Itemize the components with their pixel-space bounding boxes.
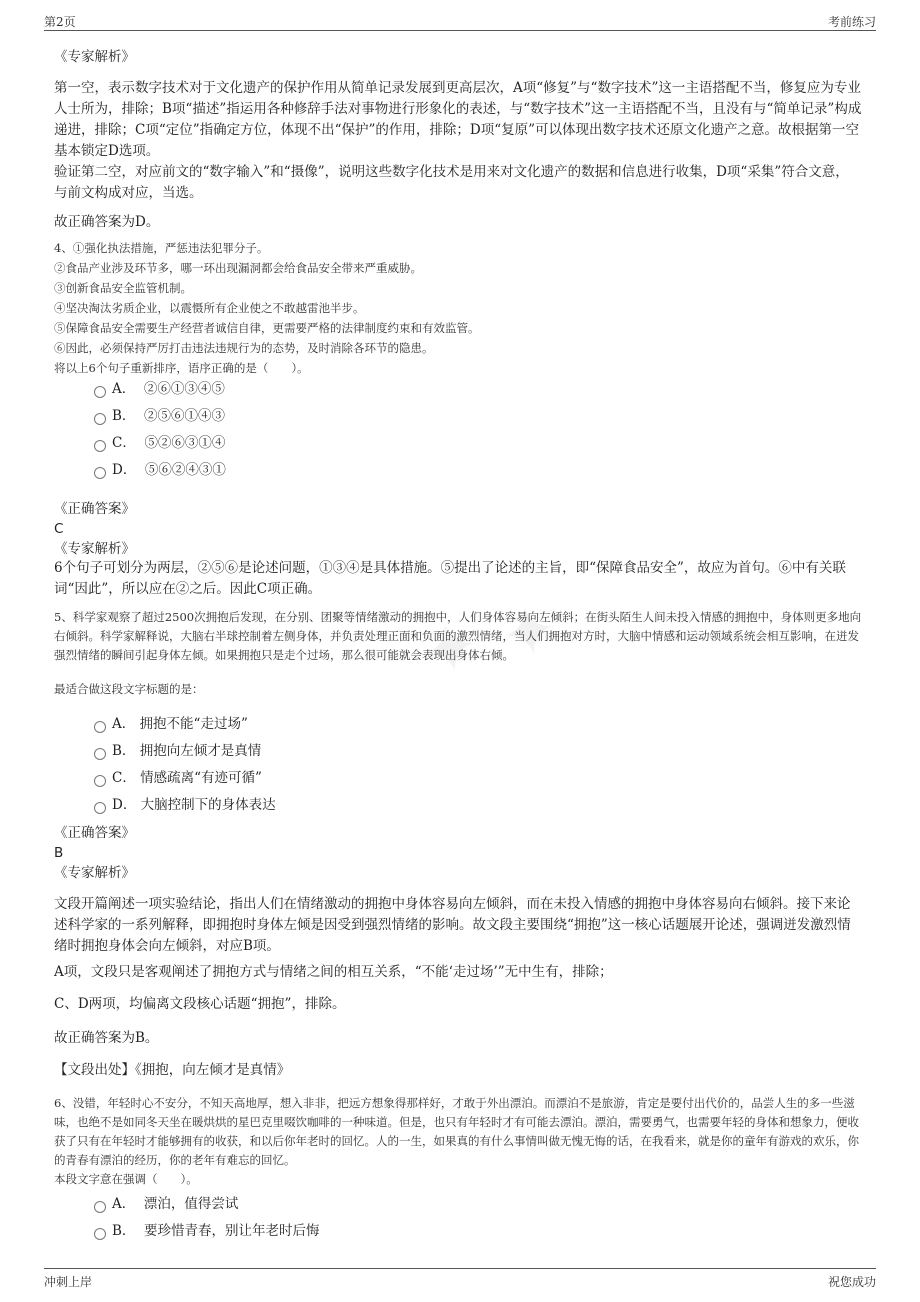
q4-answer-label: 《正确答案》 (54, 501, 135, 517)
radio-icon[interactable] (94, 721, 106, 733)
q5-passage: 5、科学家观察了超过2500次拥抱后发现，在分别、团聚等情绪激动的拥抱中，人们身体容易向左倾斜；在街头陌生人间未投入情感的拥抱中，身体则更多地向右倾斜。科学家解释说，大脑右半球控制着左侧身体，并负责处理正面和负面的激烈情绪，当人们拥抱对方时，大脑中情感和运动领域系统会相互影响，在迸发强烈情绪的瞬间引起身体左倾。如果拥抱只是走个过场，那么很可能就会表现出身体右倾。 (54, 610, 862, 662)
q5-question: 最适合做这段文字标题的是： (54, 682, 204, 696)
q4-option-c[interactable]: C． ⑤②⑥③①④ (54, 430, 454, 457)
radio-icon[interactable] (94, 413, 106, 425)
q5-answer: B (54, 845, 64, 861)
q4-option-b[interactable]: B． ②⑤⑥①④③ (54, 403, 454, 430)
q5-option-b[interactable]: B． 拥抱向左倾才是真情 (54, 738, 454, 765)
q5-answer-text: 故正确答案为B。 (54, 1030, 159, 1046)
q3-answer-text: 故正确答案为D。 (54, 214, 160, 230)
q5-answer-label: 《正确答案》 (54, 825, 135, 841)
header-title: 考前练习 (827, 15, 876, 29)
radio-icon[interactable] (94, 802, 106, 814)
page-number: 第2页 (44, 15, 76, 29)
q4-line: ⑥因此，必须保持严厉打击违法违规行为的态势，及时消除各环节的隐患。 (54, 341, 434, 355)
radio-icon[interactable] (94, 440, 106, 452)
q3-analysis-p2: 验证第二空，对应前文的“数字输入”和“摄像”，说明这些数字化技术是用来对文化遗产的数据和信息进行收集，D项“采集”符合文意，与前文构成对应，当选。 (54, 164, 849, 201)
footer-left: 冲刺上岸 (44, 1275, 93, 1289)
q6-option-b[interactable]: B． 要珍惜青春，别让年老时后悔 (54, 1218, 454, 1245)
q4-line: ⑤保障食品安全需要生产经营者诚信自律，更需要严格的法律制度约束和有效监管。 (54, 321, 480, 335)
q4-line: ④坚决淘汰劣质企业，以震慑所有企业使之不敢越雷池半步。 (54, 301, 365, 315)
q4-line: ③创新食品安全监管机制。 (54, 281, 192, 295)
q4-analysis: 6个句子可划分为两层，②⑤⑥是论述问题，①③④是具体措施。⑤提出了论述的主旨，即“保障食品安全”，故应为首句。⑥中有关联词“因此”，所以应在②之后。因此C项正确。 (54, 560, 846, 597)
q6-passage: 6、没错，年轻时心不安分，不知天高地厚，想入非非，把远方想象得那样好，才敢于外出漂泊。而漂泊不是旅游，肯定是要付出代价的，品尝人生的多一些滋味，也绝不是如同冬天坐在暖烘烘的星巴克里啜饮咖啡的一种味道。但是，也只有年轻时才有可能去漂泊。漂泊，需要勇气，也需要年轻的身体和想象力，便收获了只有在年轻时才能够拥有的收获，和以后你年老时的回忆。人的一生，如果真的有什么事情叫做无愧无悔的话，在我看来，就是你的童年有游戏的欢乐，你的青春有漂泊的经历，你的老年有难忘的回忆。 (54, 1096, 859, 1167)
watermark: ✦ ✦ (413, 586, 567, 696)
q4-option-d[interactable]: D． ⑤⑥②④③① (54, 457, 454, 484)
q4-answer: C (54, 521, 64, 537)
radio-icon[interactable] (94, 386, 106, 398)
q4-question: 将以上6个句子重新排序，语序正确的是（ ）。 (54, 361, 309, 375)
q5-option-d[interactable]: D． 大脑控制下的身体表达 (54, 792, 454, 819)
page-header (44, 10, 876, 31)
q4-option-a[interactable]: A． ②⑥①③④⑤ (54, 376, 454, 403)
q5-option-c[interactable]: C． 情感疏离“有迹可循” (54, 765, 454, 792)
footer-right: 祝您成功 (827, 1275, 876, 1289)
q3-analysis-p1: 第一空，表示数字技术对于文化遗产的保护作用从简单记录发展到更高层次，A项“修复”与“数字技术”这一主语搭配不当，修复应为专业人士所为，排除；B项“描述”指运用各种修辞手法对事物进行形象化的表述，与“数字技术”这一主语搭配不当，且没有与“简单记录”构成递进，排除；C项“定位”指确定方位，体现不出“保护”的作用，排除；D项“复原”可以体现出数字技术还原文化遗产之意。故根据第一空基本锁定D选项。 (54, 80, 862, 159)
q5-analysis-p3: C、D两项，均偏离文段核心话题“拥抱”，排除。 (54, 996, 346, 1012)
q5-analysis-p2: A项，文段只是客观阐述了拥抱方式与情绪之间的相互关系，“不能‘走过场’”无中生有，排除； (54, 964, 613, 980)
radio-icon[interactable] (94, 1228, 106, 1240)
page-footer (44, 1268, 876, 1293)
q4-expert-label: 《专家解析》 (54, 541, 135, 557)
q5-expert-label: 《专家解析》 (54, 865, 135, 881)
q4-line: ②食品产业涉及环节多，哪一环出现漏洞都会给食品安全带来严重威胁。 (54, 261, 422, 275)
radio-icon[interactable] (94, 748, 106, 760)
q4-line: 4、①强化执法措施，严惩违法犯罪分子。 (54, 241, 269, 255)
q5-analysis-p1: 文段开篇阐述一项实验结论，指出人们在情绪激动的拥抱中身体容易向左倾斜，而在未投入情感的拥抱中身体容易向右倾斜。接下来论述科学家的一系列解释，即拥抱时身体左倾是因受到强烈情绪的影响。故文段主要围绕“拥抱”这一核心话题展开论述，强调迸发激烈情绪时拥抱身体会向左倾斜，对应B项。 (54, 896, 851, 954)
radio-icon[interactable] (94, 1201, 106, 1213)
q6-question: 本段文字意在强调（ ）。 (54, 1172, 198, 1186)
radio-icon[interactable] (94, 775, 106, 787)
q3-expert-label: 《专家解析》 (54, 49, 135, 65)
q6-option-a[interactable]: A． 漂泊，值得尝试 (54, 1191, 454, 1218)
q5-source: 【文段出处】《拥抱，向左倾才是真情》 (54, 1062, 291, 1078)
q5-option-a[interactable]: A． 拥抱不能“走过场” (54, 711, 454, 738)
radio-icon[interactable] (94, 467, 106, 479)
